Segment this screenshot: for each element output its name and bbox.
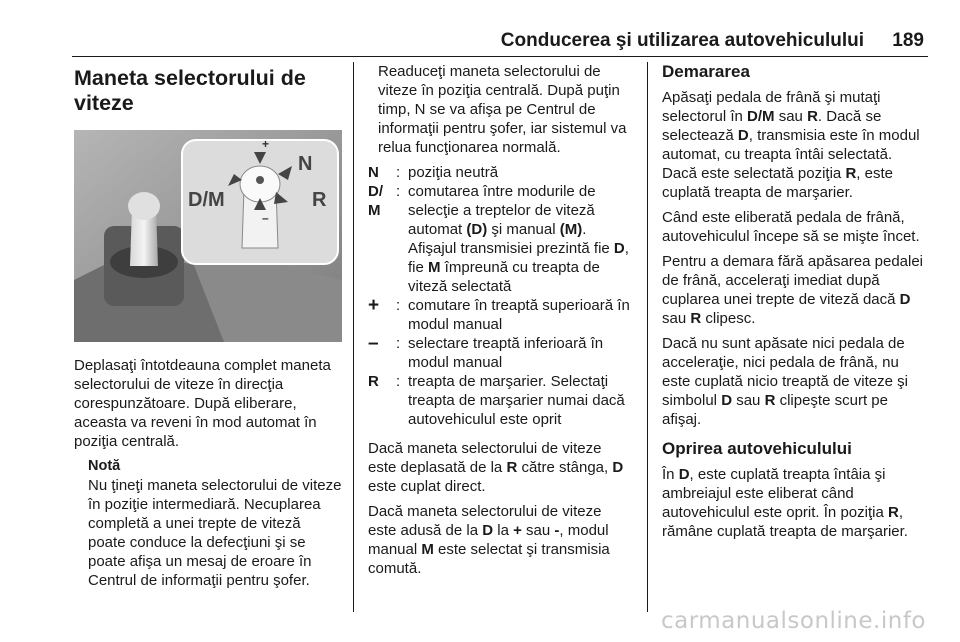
page-number: 189: [892, 30, 924, 51]
column-left: [74, 62, 342, 590]
paragraph-return-center: Readuceţi maneta selectorului de viteze în poziţia centrală. După puţin timp, N se va afişa pe Centrul de informaţii pentru şofer, iar sistemul va relua funcţionarea normală.: [378, 63, 627, 156]
definition-sep: :: [396, 335, 401, 352]
definition-value: treapta de marşarier. Selectaţi treapta de marşarier numai dacă autovehiculul este oprit: [408, 373, 625, 428]
gear-selector-illustration: [74, 130, 342, 342]
heading-stopping: Oprirea autovehiculului: [662, 439, 852, 458]
definition-value: comutarea între modurile de selecţie a treptelor de viteză automat (D) şi manual (M). Afişajul transmisiei prezintă fie D, fie M împreună cu treapta de viteză selectată: [408, 183, 629, 295]
svg-text:–: –: [262, 211, 269, 225]
definition-key: N: [368, 164, 379, 181]
definition-row: [368, 296, 632, 334]
plus-symbol-icon: +: [368, 295, 380, 316]
note-title: Notă: [88, 458, 121, 474]
definition-list: [368, 163, 632, 429]
gear-selector-photo: [74, 130, 342, 342]
paragraph-press-brake: Apăsaţi pedala de frână şi mutaţi selectorul în D/M sau R. Dacă se selectează D, transmisia este în modul automat, cu treapta întâi selectată. Dacă este selectată poziţia R, este cuplată treapta de marşarier.: [662, 89, 920, 201]
label-dm: D/M: [188, 189, 225, 211]
definition-key: D/ M: [368, 183, 383, 219]
column-divider: [353, 62, 354, 612]
definition-value: selectare treaptă inferioară în modul manual: [408, 335, 604, 371]
definition-row: [368, 163, 632, 182]
definition-sep: :: [396, 297, 401, 314]
definition-row: [368, 334, 632, 372]
header-rule: [72, 56, 928, 57]
paragraph-no-pedal: Dacă nu sunt apăsate nici pedala de acceleraţie, nici pedala de frână, nu este cuplată nicio treaptă de viteze şi simbolul D sau R clipeşte scurt pe afişaj.: [662, 335, 908, 428]
definition-value: poziţia neutră: [408, 164, 499, 181]
paragraph-move-selector: Deplasaţi întotdeauna complet maneta selectorului de viteze în direcţia corespunzătoare. După eliberare, aceasta va reveni în mod automat în poziţia centrală.: [74, 357, 331, 450]
watermark: carmanualsonline.info: [660, 608, 926, 634]
paragraph-stopping: În D, este cuplată treapta întâia şi ambreiajul este eliberat când autovehiculul este oprit. În poziţia R, rămâne cuplată treapta de marşarier.: [662, 466, 908, 540]
note-text: Nu ţineţi maneta selectorului de viteze în poziţie intermediară. Necuplarea completă a unei trepte de viteză poate conduce la defecţiuni şi se poate afişa un mesaj de eroare în Centrul de informaţii pentru şofer.: [88, 477, 342, 589]
page-header: [72, 30, 928, 54]
column-right: [662, 62, 928, 547]
svg-text:+: +: [262, 137, 270, 151]
definition-value: comutare în treaptă superioară în modul manual: [408, 297, 630, 333]
heading-gear-selector: Maneta selectorului de viteze: [74, 66, 306, 115]
definition-row: [368, 182, 632, 296]
definition-row: [368, 372, 632, 429]
minus-symbol-icon: –: [368, 333, 379, 354]
paragraph-manual-mode: Dacă maneta selectorului de viteze este adusă de la D la + sau -, modul manual M este selectat şi transmisia comută.: [368, 503, 610, 577]
paragraph-accelerate: Pentru a demara fără apăsarea pedalei de frână, acceleraţi imediat după cuplarea unei trepte de viteză dacă D sau R clipesc.: [662, 253, 924, 327]
definition-sep: :: [396, 183, 401, 200]
section-title: Conducerea şi utilizarea autovehiculului: [500, 30, 864, 51]
column-middle: [368, 62, 632, 584]
definition-sep: :: [396, 373, 401, 390]
definition-key: R: [368, 373, 379, 390]
note-box: [88, 457, 342, 590]
label-r: R: [312, 189, 327, 211]
heading-starting: Demararea: [662, 62, 750, 81]
definition-sep: :: [396, 164, 401, 181]
column-divider: [647, 62, 648, 612]
paragraph-release-brake: Când este eliberată pedala de frână, autovehiculul începe să se mişte încet.: [662, 209, 920, 245]
label-n: N: [298, 153, 313, 175]
paragraph-r-to-left: Dacă maneta selectorului de viteze este deplasată de la R către stânga, D este cuplat direct.: [368, 440, 624, 495]
